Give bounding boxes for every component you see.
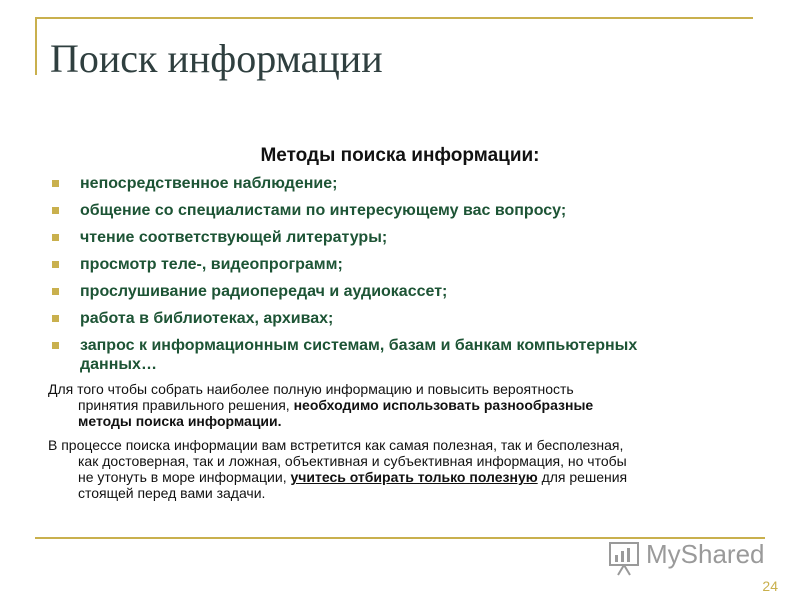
bullet-marker xyxy=(52,234,59,241)
myshared-logo xyxy=(608,537,768,577)
top-rule xyxy=(35,17,753,19)
left-rule xyxy=(35,17,37,75)
slide-title: Поиск информации xyxy=(50,36,383,81)
list-item: непосредственное наблюдение; xyxy=(52,174,752,193)
paragraph-search-process: В процессе поиска информации вам встретится как самая полезная, так и бесполезная, как достоверная, так и ложная, объективная и субъективная информация, но чтобы не утонуть в море информации, учитесь отбирать только полезную для решения стоящей перед вами задачи. xyxy=(48,437,628,501)
bullet-marker xyxy=(52,207,59,214)
bullet-marker xyxy=(52,315,59,322)
presentation-board-icon xyxy=(608,537,644,577)
methods-list xyxy=(52,174,752,382)
logo-text: MyShared xyxy=(646,539,765,569)
paragraph-methods: Для того чтобы собрать наиболее полную информацию и повысить вероятность принятия правильного решения, необходимо использовать разнообразные методы поиска информации. xyxy=(48,381,594,429)
bullet-marker xyxy=(52,342,59,349)
bullet-marker xyxy=(52,180,59,187)
list-item: прослушивание радиопередач и аудиокассет; xyxy=(52,282,752,301)
list-item: запрос к информационным системам, базам и банкам компьютерных данных… xyxy=(52,336,752,374)
methods-heading: Методы поиска информации: xyxy=(260,145,540,166)
list-item: просмотр теле-, видеопрограмм; xyxy=(52,255,752,274)
list-item: чтение соответствующей литературы; xyxy=(52,228,752,247)
list-item: общение со специалистами по интересующему вас вопросу; xyxy=(52,201,752,220)
page-number: 24 xyxy=(762,578,778,594)
bullet-marker xyxy=(52,261,59,268)
bullet-marker xyxy=(52,288,59,295)
list-item: работа в библиотеках, архивах; xyxy=(52,309,752,328)
